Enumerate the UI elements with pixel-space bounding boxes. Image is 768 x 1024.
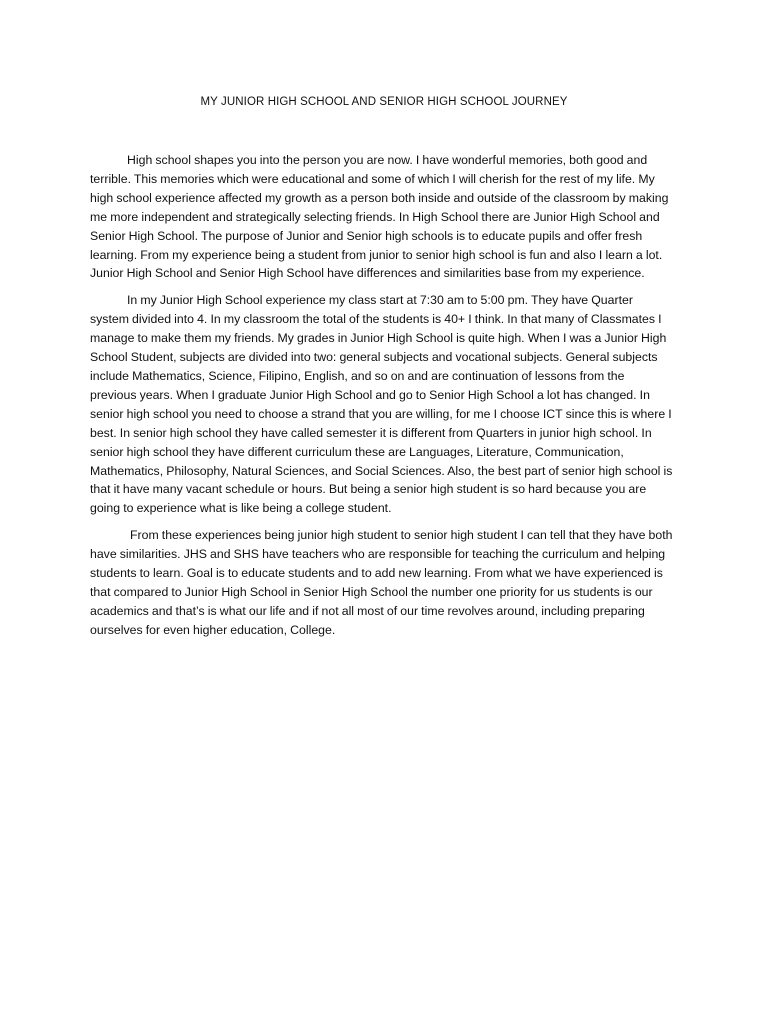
paragraph-experience: In my Junior High School experience my class start at 7:30 am to 5:00 pm. They have Quarter system divided into 4. In my classroom the total of the students is 40+ I think. In that many of Classmates I manage to make them my friends. My grades in Junior High School is quite high. When I was a Junior High School Student, subjects are divided into two: general subjects and vocational subjects. General subjects include Mathematics, Science, Filipino, English, and so on and are continuation of lessons from the previous years. When I graduate Junior High School and go to Senior High School a lot has changed. In senior high school you need to choose a strand that you are willing, for me I choose ICT since this is where I best. In senior high school they have called semester it is different from Quarters in junior high school. In senior high school they have different curriculum these are Languages, Literature, Communication, Mathematics, Philosophy, Natural Sciences, and Social Sciences. Also, the best part of senior high school is that it have many vacant schedule or hours. But being a senior high student is so hard because you are going to experience what is like being a college student.	[90, 293, 673, 516]
document-body	[90, 151, 674, 648]
paragraph-introduction: High school shapes you into the person you are now. I have wonderful memories, both good and terrible. This memories which were educational and some of which I will cherish for the rest of my life. My high school experience affected my growth as a person both inside and outside of the classroom by making me more independent and strategically selecting friends. In High School there are Junior High School and Senior High School. The purpose of Junior and Senior high schools is to educate pupils and offer fresh learning. From my experience being a student from junior to senior high school is fun and also I learn a lot. Junior High School and Senior High School have differences and similarities base from my experience.	[90, 153, 669, 281]
document-title: MY JUNIOR HIGH SCHOOL AND SENIOR HIGH SCHOOL JOURNEY	[200, 96, 568, 108]
paragraph-conclusion: From these experiences being junior high student to senior high student I can tell that they have both have similarities. JHS and SHS have teachers who are responsible for teaching the curriculum and helping students to learn. Goal is to educate students and to add new learning. From what we have experienced is that compared to Junior High School in Senior High School the number one priority for us students is our academics and that’s is what our life and if not all most of our time revolves around, including preparing ourselves for even higher education, College.	[90, 528, 673, 637]
